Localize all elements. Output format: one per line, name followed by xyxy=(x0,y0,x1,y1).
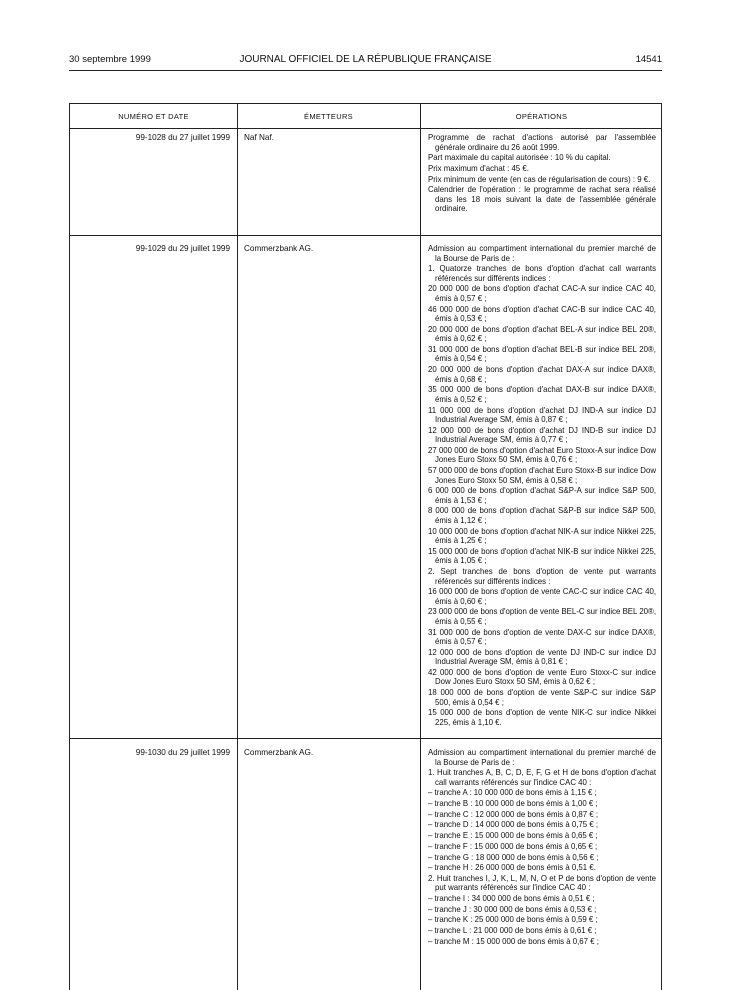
operation-paragraph: 20 000 000 de bons d'option d'achat BEL-A sur indice BEL 20®, émis à 0,62 € ; xyxy=(428,324,656,344)
operation-paragraph: 11 000 000 de bons d'option d'achat DJ IND-A sur indice DJ Industrial Average SM, émis à 0,87 € ; xyxy=(428,405,656,424)
operation-paragraph: 10 000 000 de bons d'option d'achat NIK-A sur indice Nikkei 225, émis à 1,25 € ; xyxy=(428,526,656,546)
operation-paragraph: – tranche I : 34 000 000 de bons émis à 0,51 € ; xyxy=(428,894,595,904)
operation-paragraph: Prix maximum d'achat : 45 €. xyxy=(428,163,529,173)
operation-paragraph: – tranche F : 15 000 000 de bons émis à 0,65 € ; xyxy=(428,841,598,851)
column-header-operations: OPÉRATIONS xyxy=(515,112,568,121)
operation-paragraph: 16 000 000 de bons d'option de vente CAC-C sur indice CAC 40, émis à 0,60 € ; xyxy=(428,587,656,606)
row-emetteur: Commerzbank AG. xyxy=(244,244,314,253)
operation-paragraph: – tranche A : 10 000 000 de bons émis à 1,15 € ; xyxy=(428,788,597,798)
operation-paragraph: – tranche G : 18 000 000 de bons émis à 0,56 € ; xyxy=(428,852,599,862)
operation-paragraph: 23 000 000 de bons d'option de vente BEL-C sur indice BEL 20®, émis à 0,55 € ; xyxy=(428,607,656,626)
operation-paragraph: – tranche H : 26 000 000 de bons émis à 0,51 €. xyxy=(428,863,596,873)
operation-paragraph: 2. Huit tranches I, J, K, L, M, N, O et P de bons d'option de vente put warrants référencés sur l'indice CAC 40 : xyxy=(428,873,656,893)
operation-paragraph: – tranche M : 15 000 000 de bons émis à 0,67 € ; xyxy=(428,936,599,946)
header-rule xyxy=(69,70,662,71)
operation-paragraph: 1. Quatorze tranches de bons d'option d'achat call warrants référencés sur différents indices : xyxy=(428,264,656,283)
operation-paragraph: Prix minimum de vente (en cas de régularisation de cours) : 9 €. xyxy=(428,174,651,184)
operation-paragraph: 8 000 000 de bons d'option d'achat S&P-B sur indice S&P 500, émis à 1,12 € ; xyxy=(428,506,656,525)
column-header-emetteurs: ÉMETTEURS xyxy=(304,112,353,121)
page-number: 14541 xyxy=(635,54,662,65)
row-numero: 99-1030 du 29 juillet 1999 xyxy=(135,748,230,757)
operation-paragraph: 31 000 000 de bons d'option de vente DAX-C sur indice DAX®, émis à 0,57 € ; xyxy=(428,627,656,647)
operation-paragraph: 20 000 000 de bons d'option d'achat CAC-A sur indice CAC 40, émis à 0,57 € ; xyxy=(428,284,656,303)
operation-paragraph: 46 000 000 de bons d'option d'achat CAC-B sur indice CAC 40, émis à 0,53 € ; xyxy=(428,304,656,324)
operation-paragraph: – tranche L : 21 000 000 de bons émis à 0,61 € ; xyxy=(428,926,597,936)
operation-paragraph: – tranche B : 10 000 000 de bons émis à 1,00 € ; xyxy=(428,799,598,809)
row-divider xyxy=(70,235,661,236)
operation-paragraph: Admission au compartiment international du premier marché de la Bourse de Paris de : xyxy=(428,748,656,767)
operation-paragraph: 6 000 000 de bons d'option d'achat S&P-A sur indice S&P 500, émis à 1,53 € ; xyxy=(428,486,656,505)
operation-paragraph: 42 000 000 de bons d'option de vente Euro Stoxx-C sur indice Dow Jones Euro Stoxx 50 SM, émis à 0,62 € ; xyxy=(428,667,656,687)
operation-paragraph: 27 000 000 de bons d'option d'achat Euro Stoxx-A sur indice Dow Jones Euro Stoxx 50 SM, émis à 0,76 € ; xyxy=(428,445,656,465)
operation-paragraph: 1. Huit tranches A, B, C, D, E, F, G et H de bons d'option d'achat call warrants référencés sur l'indice CAC 40 : xyxy=(428,768,656,787)
row-operations xyxy=(428,244,656,729)
column-divider xyxy=(420,104,421,990)
operation-paragraph: Programme de rachat d'actions autorisé par l'assemblée générale ordinaire du 26 août 1999. xyxy=(428,133,656,152)
operation-paragraph: Part maximale du capital autorisée : 10 % du capital. xyxy=(428,153,611,163)
operation-paragraph: 20 000 000 de bons d'option d'achat DAX-A sur indice DAX®, émis à 0,68 € ; xyxy=(428,365,656,384)
operation-paragraph: 31 000 000 de bons d'option d'achat BEL-B sur indice BEL 20®, émis à 0,54 € ; xyxy=(428,344,656,364)
operation-paragraph: 35 000 000 de bons d'option d'achat DAX-B sur indice DAX®, émis à 0,52 € ; xyxy=(428,385,656,404)
operation-paragraph: – tranche J : 30 000 000 de bons émis à 0,53 € ; xyxy=(428,904,597,914)
operation-paragraph: Calendrier de l'opération : le programme de rachat sera réalisé dans les 18 mois suivant la date de l'assemblée générale ordinaire. xyxy=(428,185,656,214)
row-operations xyxy=(428,748,656,948)
operation-paragraph: – tranche D : 14 000 000 de bons émis à 0,75 € ; xyxy=(428,820,599,830)
row-emetteur: Commerzbank AG. xyxy=(244,748,314,757)
operation-paragraph: – tranche C : 12 000 000 de bons émis à 0,87 € ; xyxy=(428,809,599,819)
operation-paragraph: 57 000 000 de bons d'option d'achat Euro Stoxx-B sur indice Dow Jones Euro Stoxx 50 SM, émis à 0,58 € ; xyxy=(428,466,656,485)
operation-paragraph: Admission au compartiment international du premier marché de la Bourse de Paris de : xyxy=(428,244,656,263)
column-divider xyxy=(237,104,238,990)
operation-paragraph: 15 000 000 de bons d'option d'achat NIK-B sur indice Nikkei 225, émis à 1,05 € ; xyxy=(428,546,656,566)
operation-paragraph: – tranche K : 25 000 000 de bons émis à 0,59 € ; xyxy=(428,915,598,925)
row-numero: 99-1028 du 27 juillet 1999 xyxy=(135,133,230,142)
header-title: JOURNAL OFFICIEL DE LA RÉPUBLIQUE FRANÇAISE xyxy=(239,54,492,65)
operation-paragraph: 12 000 000 de bons d'option de vente DJ IND-C sur indice DJ Industrial Average SM, émis à 0,81 € ; xyxy=(428,647,656,667)
column-header-numero: NUMÉRO ET DATE xyxy=(118,112,189,121)
operation-paragraph: 12 000 000 de bons d'option d'achat DJ IND-B sur indice DJ Industrial Average SM, émis à 0,77 € ; xyxy=(428,425,656,445)
table-header xyxy=(70,104,661,129)
row-numero: 99-1029 du 29 juillet 1999 xyxy=(135,244,230,253)
row-divider xyxy=(70,738,661,739)
row-operations xyxy=(428,133,656,215)
row-emetteur: Naf Naf. xyxy=(244,133,275,142)
operation-paragraph: – tranche E : 15 000 000 de bons émis à 0,65 € ; xyxy=(428,831,598,841)
operations-table xyxy=(69,103,662,990)
operation-paragraph: 18 000 000 de bons d'option de vente S&P-C sur indice S&P 500, émis à 0,54 € ; xyxy=(428,688,656,707)
operation-paragraph: 2. Sept tranches de bons d'option de vente put warrants référencés sur différents indices : xyxy=(428,567,656,586)
page-header xyxy=(69,54,662,68)
operation-paragraph: 15 000 000 de bons d'option de vente NIK-C sur indice Nikkei 225, émis à 1,10 €. xyxy=(428,708,656,727)
header-date: 30 septembre 1999 xyxy=(69,54,151,65)
